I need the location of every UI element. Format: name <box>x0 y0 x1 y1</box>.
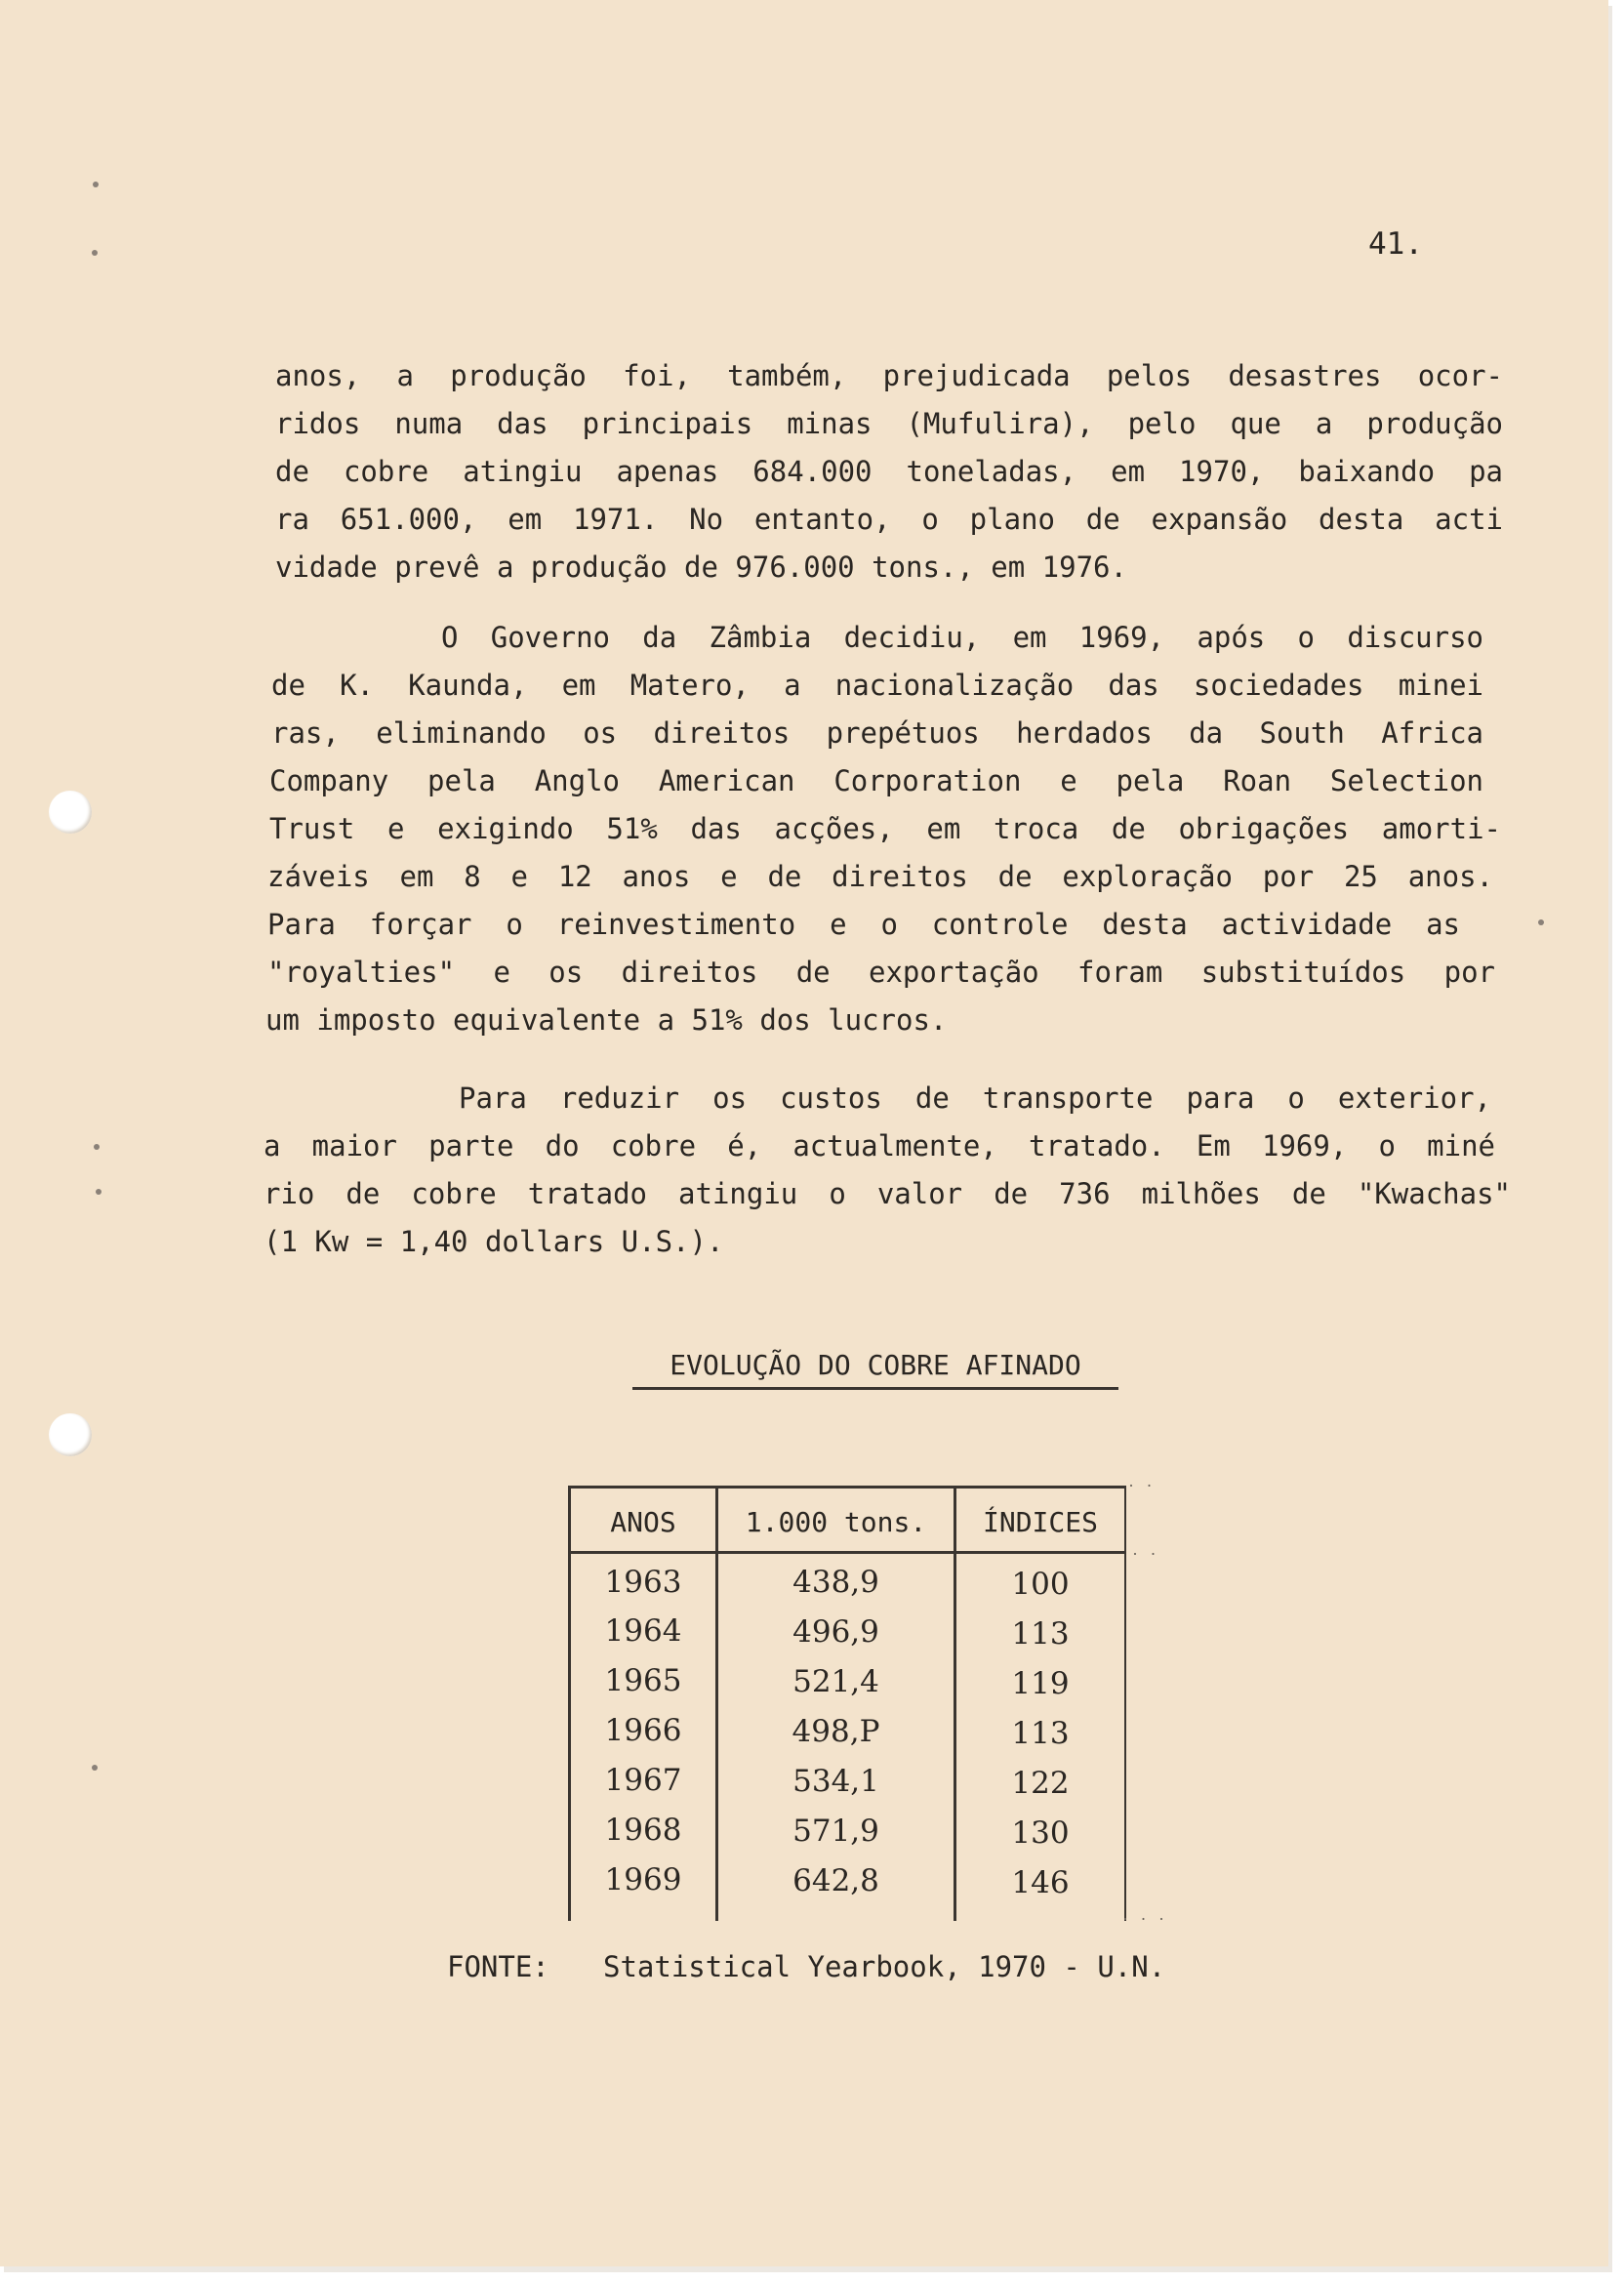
paper-speck <box>92 250 98 256</box>
paragraph-line: de K. Kaunda, em Matero, a nacionalização das sociedades minei <box>271 669 1483 702</box>
cell-tons: 642,8 <box>792 1863 879 1898</box>
paper-speck <box>96 1189 102 1195</box>
cell-year: 1969 <box>604 1862 682 1897</box>
column-header-index: ÍNDICES <box>982 1506 1098 1538</box>
paper-speck <box>1538 919 1544 925</box>
paragraph-line: ridos numa das principais minas (Mufulira), pelo que a produção <box>275 407 1503 440</box>
paragraph-line: Trust e exigindo 51% das acções, em troca de obrigações amorti- <box>269 812 1501 845</box>
source-text: Statistical Yearbook, 1970 - U.N. <box>603 1950 1166 1983</box>
column-header-years: ANOS <box>610 1506 676 1538</box>
paragraph-line: vidade prevê a produção de 976.000 tons., em 1976. <box>275 551 1127 584</box>
paragraph-line: Company pela Anglo American Corporation e pela Roan Selection <box>269 764 1483 797</box>
cell-index: 119 <box>1011 1666 1070 1701</box>
paragraph-line: a maior parte do cobre é, actualmente, tratado. Em 1969, o miné <box>264 1129 1495 1162</box>
cell-tons: 438,9 <box>792 1565 879 1600</box>
paragraph-line: de cobre atingiu apenas 684.000 toneladas, em 1970, baixando pa <box>275 455 1503 488</box>
paragraph-line: O Governo da Zâmbia decidiu, em 1969, após o discurso <box>441 621 1483 654</box>
cell-year: 1966 <box>604 1713 682 1748</box>
paragraph-line: um imposto equivalente a 51% dos lucros. <box>265 1003 948 1037</box>
cell-index: 146 <box>1011 1865 1070 1900</box>
cell-tons: 496,9 <box>792 1614 879 1650</box>
cell-index: 113 <box>1011 1616 1070 1652</box>
paragraph-line: (1 Kw = 1,40 dollars U.S.). <box>264 1225 724 1258</box>
table-edge-dots: · · <box>1128 1476 1157 1495</box>
punch-hole <box>49 1413 92 1456</box>
table-edge-dots: · · · <box>1122 1909 1168 1929</box>
paper-speck <box>92 1765 98 1771</box>
cell-index: 130 <box>1011 1815 1070 1851</box>
cell-year: 1963 <box>604 1565 682 1600</box>
cell-tons: 521,4 <box>792 1664 879 1699</box>
punch-hole <box>49 791 92 834</box>
cell-tons: 571,9 <box>792 1814 879 1849</box>
paragraph-line: záveis em 8 e 12 anos e de direitos de exploração por 25 anos. <box>267 860 1493 893</box>
cell-index: 100 <box>1011 1567 1070 1602</box>
cell-year: 1967 <box>604 1763 682 1798</box>
header-rule <box>571 1551 1124 1554</box>
paragraph-line: anos, a produção foi, também, prejudicada pelos desastres ocor- <box>275 359 1503 392</box>
source-label: FONTE: <box>447 1950 549 1983</box>
cell-year: 1965 <box>604 1663 682 1698</box>
paragraph-line: ra 651.000, em 1971. No entanto, o plano de expansão desta acti <box>275 503 1503 536</box>
copper-table <box>568 1486 1126 1921</box>
cell-year: 1968 <box>604 1813 682 1848</box>
cell-tons: 534,1 <box>792 1764 879 1799</box>
column-header-tons: 1.000 tons. <box>745 1506 927 1538</box>
paragraph-line: Para reduzir os custos de transporte para o exterior, <box>459 1081 1491 1115</box>
cell-year: 1964 <box>604 1613 682 1649</box>
cell-tons: 498,P <box>792 1714 880 1749</box>
page-number: 41. <box>1368 226 1423 262</box>
cell-index: 113 <box>1011 1716 1070 1751</box>
paragraph-line: "royalties" e os direitos de exportação foram substituídos por <box>267 956 1495 989</box>
table-title: EVOLUÇÃO DO COBRE AFINADO <box>632 1349 1118 1390</box>
cell-index: 122 <box>1011 1766 1070 1801</box>
paragraph-line: rio de cobre tratado atingiu o valor de 736 milhões de "Kwachas" <box>264 1177 1511 1210</box>
paragraph-line: Para forçar o reinvestimento e o controle desta actividade as <box>267 908 1460 941</box>
paper-speck <box>93 182 99 187</box>
table-edge-dots: · · <box>1132 1544 1160 1564</box>
paragraph-line: ras, eliminando os direitos prepétuos herdados da South Africa <box>271 716 1483 750</box>
paper-speck <box>94 1144 100 1150</box>
